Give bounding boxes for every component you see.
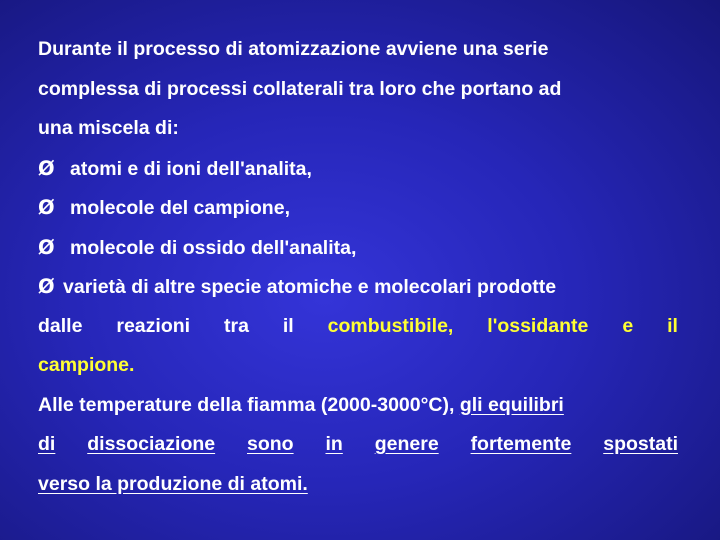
highlight-word: campione. <box>38 354 135 376</box>
bullet-item-last <box>38 267 678 307</box>
word: dalle <box>38 314 83 337</box>
conclusion-line-2 <box>38 425 678 465</box>
bullet-text: atomi e di ioni dell'analita, <box>70 157 312 180</box>
underlined-word: dissociazione <box>87 433 216 455</box>
bullet-last-line-2 <box>38 307 678 347</box>
arrow-bullet-icon: Ø <box>38 156 55 180</box>
word: il <box>282 314 294 337</box>
slide-body <box>38 30 678 504</box>
bullet-text: varietà di altre specie atomiche e molecolari prodotte <box>63 276 557 298</box>
highlight-word: e <box>622 314 634 337</box>
underlined-word: di <box>38 433 56 455</box>
highlight-word: combustibile, <box>327 314 454 337</box>
conclusion-text: Alle temperature della fiamma (2000-3000°C), <box>38 393 455 416</box>
arrow-bullet-icon: Ø <box>38 235 55 259</box>
bullet-text: molecole di ossido dell'analita, <box>70 236 357 259</box>
intro-line-2: complessa di processi collaterali tra loro che portano ad <box>38 77 562 100</box>
intro-line-1: Durante il processo di atomizzazione avviene una serie <box>38 38 549 60</box>
conclusion-underlined-text: gli equilibri <box>459 393 564 416</box>
conclusion-line-1 <box>38 386 678 426</box>
bullet-item <box>38 149 678 189</box>
bullet-last-line-1 <box>38 267 556 307</box>
word: reazioni <box>116 314 191 337</box>
word: tra <box>224 314 249 337</box>
highlight-word: il <box>667 314 678 337</box>
underlined-word: fortemente <box>470 433 572 455</box>
bullet-item <box>38 228 678 268</box>
bullet-last-line-3 <box>38 346 678 386</box>
intro-line-3: una miscela di: <box>38 117 179 139</box>
bullet-item <box>38 188 678 228</box>
arrow-bullet-icon: Ø <box>38 196 55 219</box>
conclusion-line-3 <box>38 465 678 505</box>
underlined-word: in <box>325 433 343 455</box>
arrow-bullet-icon: Ø <box>38 275 55 298</box>
underlined-word: genere <box>374 433 439 455</box>
underlined-word: spostati <box>603 433 678 455</box>
highlight-word: l'ossidante <box>487 314 589 337</box>
bullet-text: molecole del campione, <box>70 197 290 219</box>
underlined-text: verso la produzione di atomi. <box>38 472 308 495</box>
underlined-word: sono <box>247 433 294 455</box>
